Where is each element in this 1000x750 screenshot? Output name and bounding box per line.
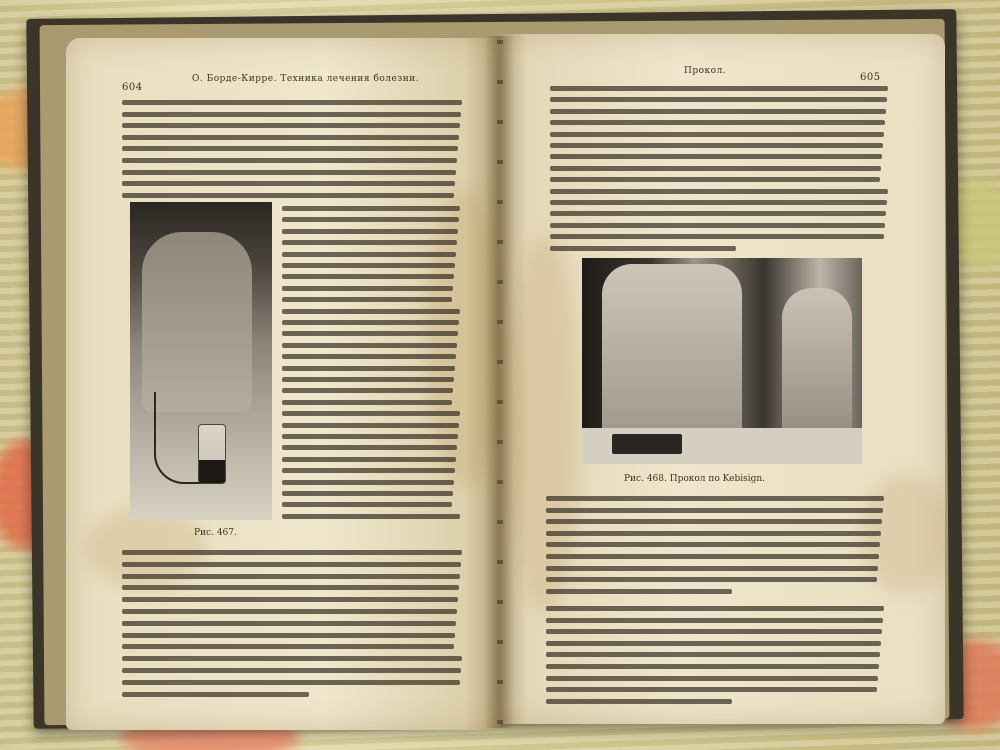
text-line	[282, 411, 460, 416]
text-line	[546, 496, 884, 501]
text-line	[282, 331, 458, 336]
text-line	[550, 132, 884, 137]
text-line	[122, 597, 458, 602]
figure-apparatus	[612, 434, 682, 454]
text-line	[122, 181, 455, 186]
text-line	[282, 286, 453, 291]
text-line	[546, 664, 879, 669]
text-line	[546, 577, 877, 582]
figure-caption: Рис. 468. Прокол по Kebisign.	[624, 474, 766, 484]
text-line	[546, 589, 732, 594]
text-line	[122, 550, 462, 555]
text-line	[282, 263, 455, 268]
text-line	[550, 120, 885, 125]
binding-stitches	[497, 40, 503, 725]
text-line	[122, 100, 462, 105]
text-line	[550, 246, 736, 251]
text-line	[122, 644, 454, 649]
text-line	[122, 135, 459, 140]
text-line	[550, 154, 882, 159]
text-line	[122, 656, 462, 661]
text-line	[122, 574, 460, 579]
text-line	[282, 457, 456, 462]
page-number: 604	[122, 82, 143, 93]
text-line	[122, 692, 309, 697]
text-line	[282, 377, 454, 382]
text-line	[282, 354, 456, 359]
text-line	[122, 585, 459, 590]
text-line	[546, 554, 879, 559]
text-line	[550, 109, 886, 114]
text-line	[122, 170, 456, 175]
text-line	[282, 434, 458, 439]
text-line	[546, 519, 882, 524]
text-line	[122, 633, 455, 638]
text-line	[122, 609, 457, 614]
text-line	[282, 240, 457, 245]
text-line	[550, 189, 888, 194]
text-line	[122, 158, 457, 163]
running-header: О. Борде-Кирре. Техника лечения болезни.	[192, 74, 420, 84]
text-line	[546, 676, 878, 681]
text-line	[282, 514, 460, 519]
text-line	[282, 491, 453, 496]
text-line	[282, 388, 453, 393]
text-line	[546, 531, 881, 536]
text-line	[282, 309, 460, 314]
figure-patient-back	[142, 232, 252, 412]
text-line	[546, 508, 883, 513]
text-line	[546, 542, 880, 547]
text-line	[122, 562, 461, 567]
text-line	[550, 97, 887, 102]
text-line	[546, 606, 884, 611]
figure-doctor-gown	[602, 264, 742, 434]
text-line	[550, 86, 888, 91]
text-line	[282, 343, 457, 348]
text-line	[282, 217, 459, 222]
running-header: Прокол.	[684, 66, 727, 76]
left-page	[66, 38, 500, 730]
figure-bottle	[198, 424, 226, 484]
text-line	[282, 206, 460, 211]
text-line	[550, 223, 885, 228]
text-line	[550, 166, 881, 171]
figure-468-photo	[582, 258, 862, 464]
text-line	[282, 423, 459, 428]
text-line	[122, 123, 460, 128]
text-line	[550, 234, 884, 239]
text-line	[122, 680, 460, 685]
text-line	[282, 400, 452, 405]
text-line	[550, 211, 886, 216]
text-line	[546, 566, 878, 571]
page-number: 605	[860, 72, 881, 83]
figure-caption: Рис. 467.	[194, 528, 237, 538]
text-line	[546, 641, 881, 646]
text-line	[282, 480, 454, 485]
text-line	[282, 274, 454, 279]
text-line	[282, 502, 452, 507]
text-line	[282, 468, 455, 473]
text-line	[282, 252, 456, 257]
text-line	[282, 445, 457, 450]
text-line	[282, 297, 452, 302]
text-line	[550, 177, 880, 182]
text-line	[282, 366, 455, 371]
text-line	[122, 193, 454, 198]
text-line	[122, 146, 458, 151]
text-line	[546, 699, 732, 704]
text-line	[122, 112, 461, 117]
text-line	[550, 143, 883, 148]
text-line	[546, 652, 880, 657]
text-line	[546, 629, 882, 634]
text-line	[282, 229, 458, 234]
text-line	[122, 668, 461, 673]
text-line	[546, 687, 877, 692]
text-line	[546, 618, 883, 623]
text-line	[550, 200, 887, 205]
right-page	[500, 34, 945, 724]
figure-467-photo	[130, 202, 272, 520]
text-line	[282, 320, 459, 325]
text-line	[122, 621, 456, 626]
